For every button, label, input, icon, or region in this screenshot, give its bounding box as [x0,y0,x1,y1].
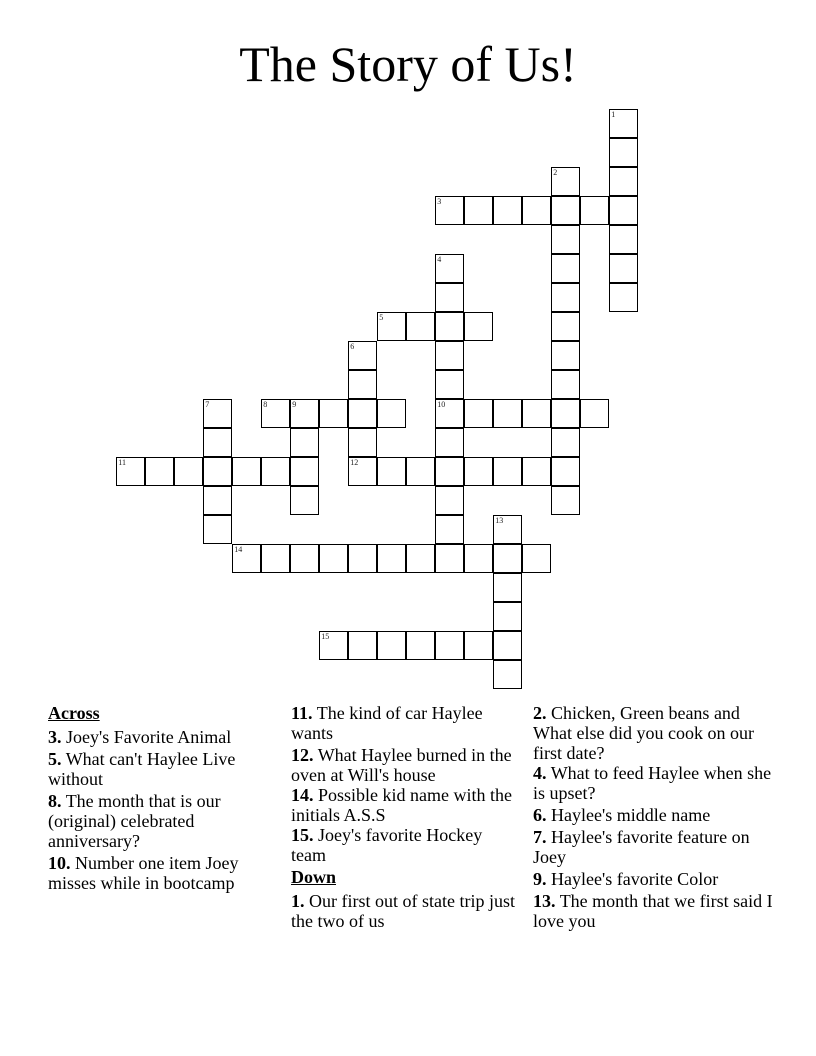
grid-cell[interactable] [551,196,580,225]
clue-text: What to feed Haylee when she is upset? [533,763,772,803]
grid-cell[interactable] [203,486,232,515]
grid-cell[interactable] [435,370,464,399]
cell-number: 14 [234,545,243,555]
clue-number: 4. [533,763,547,783]
grid-cell[interactable] [348,631,377,660]
clue-text: Haylee's favorite feature on Joey [533,827,750,867]
grid-cell[interactable] [493,660,522,689]
clue-column-1 [48,703,278,895]
grid-cell[interactable] [261,399,290,428]
grid-cell[interactable] [348,399,377,428]
grid-cell[interactable] [435,254,464,283]
grid-cell[interactable] [551,486,580,515]
grid-cell[interactable] [493,457,522,486]
clue-column-2 [291,703,521,933]
clue-number: 15. [291,825,314,845]
grid-cell[interactable] [232,544,261,573]
grid-cell[interactable] [406,312,435,341]
clue-text: The kind of car Haylee wants [291,703,483,743]
grid-cell[interactable] [435,457,464,486]
clue-text: Haylee's middle name [551,805,711,825]
grid-cell[interactable] [464,196,493,225]
grid-cell[interactable] [464,544,493,573]
clue-text: Number one item Joey misses while in bootcamp [48,853,239,893]
clue-text: Haylee's favorite Color [551,869,719,889]
clue-down-13 [533,891,773,931]
clue-across-15 [291,825,521,865]
grid-cell[interactable] [435,341,464,370]
clue-text: What can't Haylee Live without [48,749,236,789]
grid-cell[interactable] [435,399,464,428]
clue-across-12 [291,745,521,785]
grid-cell[interactable] [493,196,522,225]
clue-text: Our first out of state trip just the two of us [291,891,515,931]
grid-cell[interactable] [522,399,551,428]
grid-cell[interactable] [203,399,232,428]
clue-number: 13. [533,891,556,911]
grid-cell[interactable] [290,486,319,515]
grid-cell[interactable] [174,457,203,486]
grid-cell[interactable] [232,457,261,486]
grid-cell[interactable] [493,399,522,428]
clue-down-9 [533,869,773,889]
grid-cell[interactable] [522,196,551,225]
clue-text: Chicken, Green beans and What else did you cook on our first date? [533,703,754,763]
grid-cell[interactable] [551,167,580,196]
grid-cell[interactable] [493,602,522,631]
cell-number: 4 [437,255,442,265]
clue-number: 11. [291,703,313,723]
grid-cell[interactable] [435,312,464,341]
grid-cell[interactable] [522,457,551,486]
grid-cell[interactable] [609,225,638,254]
clue-down-4 [533,763,773,803]
grid-cell[interactable] [522,544,551,573]
grid-cell[interactable] [261,544,290,573]
clue-number: 2. [533,703,547,723]
grid-cell[interactable] [203,515,232,544]
grid-cell[interactable] [435,486,464,515]
grid-cell[interactable] [348,428,377,457]
grid-cell[interactable] [348,544,377,573]
grid-cell[interactable] [406,631,435,660]
cell-number: 12 [350,458,359,468]
clue-down-7 [533,827,773,867]
across-heading: Across [48,703,100,723]
grid-cell[interactable] [145,457,174,486]
grid-cell[interactable] [348,457,377,486]
clue-text: The month that we first said I love you [533,891,773,931]
clue-text: Possible kid name with the initials A.S.S [291,785,512,825]
cell-number: 6 [350,342,355,352]
grid-cell[interactable] [290,544,319,573]
cell-number: 10 [437,400,446,410]
grid-cell[interactable] [551,312,580,341]
down-heading: Down [291,867,337,887]
grid-cell[interactable] [609,138,638,167]
grid-cell[interactable] [435,428,464,457]
grid-cell[interactable] [609,167,638,196]
grid-cell[interactable] [406,544,435,573]
grid-cell[interactable] [551,254,580,283]
grid-cell[interactable] [435,196,464,225]
grid-cell[interactable] [290,428,319,457]
clue-number: 14. [291,785,314,805]
clue-number: 10. [48,853,71,873]
cell-number: 11 [118,458,126,468]
clue-text: The month that is our (original) celebrated anniversary? [48,791,221,851]
grid-cell[interactable] [290,457,319,486]
clue-text: Joey's Favorite Animal [66,727,232,747]
grid-cell[interactable] [551,428,580,457]
grid-cell[interactable] [493,544,522,573]
grid-cell[interactable] [435,631,464,660]
grid-cell[interactable] [609,196,638,225]
clue-number: 7. [533,827,547,847]
cell-number: 2 [553,168,558,178]
cell-number: 3 [437,197,442,207]
clue-number: 6. [533,805,547,825]
clue-number: 12. [291,745,314,765]
clue-number: 3. [48,727,62,747]
grid-cell[interactable] [203,457,232,486]
grid-cell[interactable] [319,631,348,660]
grid-cell[interactable] [319,544,348,573]
grid-cell[interactable] [203,428,232,457]
grid-cell[interactable] [290,399,319,428]
grid-cell[interactable] [348,341,377,370]
clue-across-10 [48,853,278,893]
cell-number: 9 [292,400,297,410]
cell-number: 5 [379,313,384,323]
grid-cell[interactable] [609,109,638,138]
grid-cell[interactable] [580,399,609,428]
grid-cell[interactable] [261,457,290,486]
grid-cell[interactable] [435,544,464,573]
grid-cell[interactable] [319,399,348,428]
grid-cell[interactable] [464,457,493,486]
grid-cell[interactable] [551,341,580,370]
cell-number: 7 [205,400,210,410]
grid-cell[interactable] [551,399,580,428]
cell-number: 1 [611,110,616,120]
clue-number: 1. [291,891,305,911]
grid-cell[interactable] [377,631,406,660]
cell-number: 13 [495,516,504,526]
grid-cell[interactable] [551,283,580,312]
grid-cell[interactable] [609,283,638,312]
grid-cell[interactable] [435,283,464,312]
clue-down-2 [533,703,773,763]
grid-cell[interactable] [406,457,435,486]
grid-cell[interactable] [493,631,522,660]
page-title: The Story of Us! [239,36,577,92]
cell-number: 15 [321,632,330,642]
grid-cell[interactable] [551,370,580,399]
clue-across-5 [48,749,278,789]
clue-down-6 [533,805,773,825]
grid-cell[interactable] [116,457,145,486]
clue-across-8 [48,791,278,851]
clue-down-1 [291,891,521,931]
clue-column-3 [533,703,773,933]
grid-cell[interactable] [348,370,377,399]
grid-cell[interactable] [464,399,493,428]
grid-cell[interactable] [493,573,522,602]
cell-number: 8 [263,400,268,410]
clue-across-11 [291,703,521,743]
grid-cell[interactable] [551,457,580,486]
grid-cell[interactable] [551,225,580,254]
grid-cell[interactable] [464,631,493,660]
clue-across-14 [291,785,521,825]
clue-number: 9. [533,869,547,889]
grid-cell[interactable] [377,457,406,486]
grid-cell[interactable] [609,254,638,283]
clue-text: Joey's favorite Hockey team [291,825,483,865]
clue-across-3 [48,727,278,747]
grid-cell[interactable] [377,312,406,341]
grid-cell[interactable] [435,515,464,544]
grid-cell[interactable] [464,312,493,341]
grid-cell[interactable] [580,196,609,225]
grid-cell[interactable] [377,544,406,573]
clue-number: 5. [48,749,62,769]
grid-cell[interactable] [493,515,522,544]
grid-cell[interactable] [377,399,406,428]
clue-number: 8. [48,791,62,811]
clue-text: What Haylee burned in the oven at Will's house [291,745,512,785]
